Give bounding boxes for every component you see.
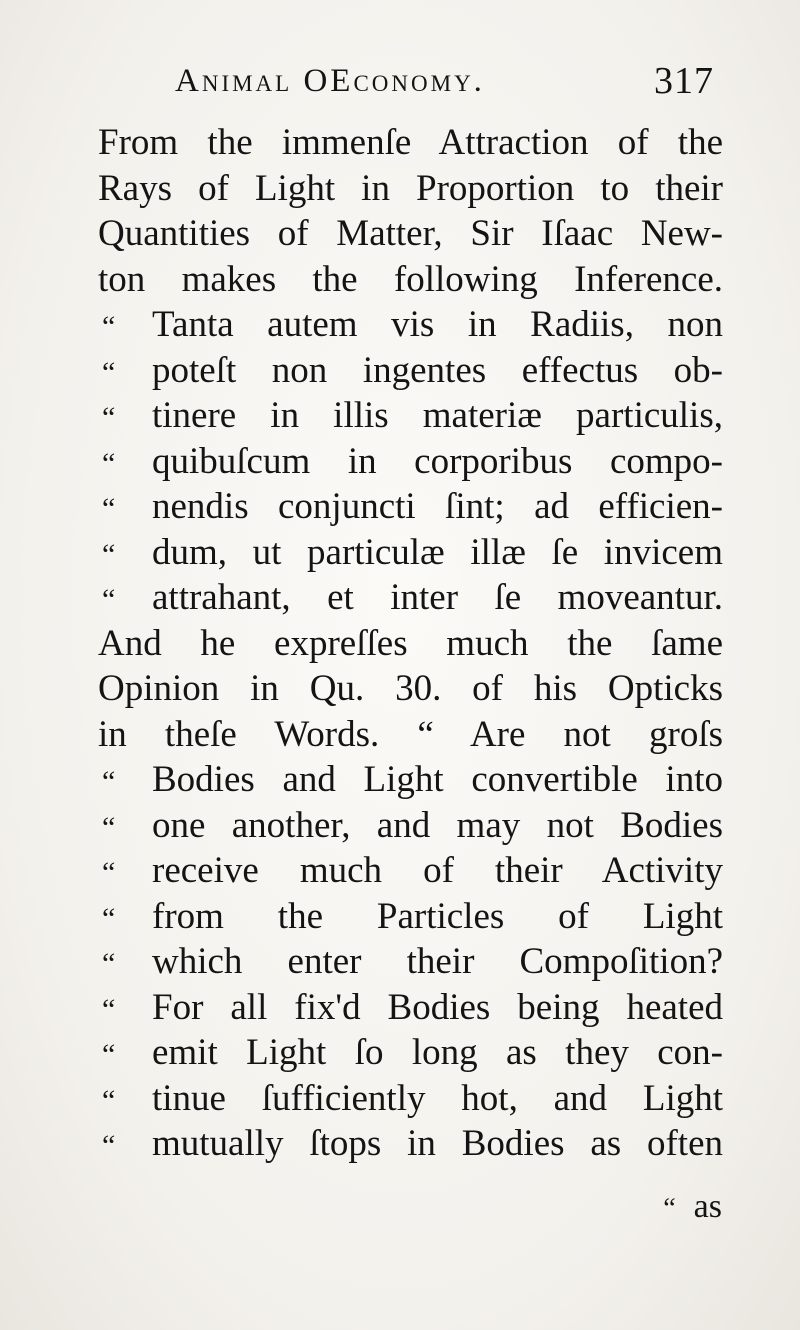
line-text: from the Particles of Light bbox=[152, 895, 723, 937]
quote-mark: “ bbox=[102, 765, 116, 798]
text-line bbox=[98, 939, 723, 985]
text-line bbox=[98, 1076, 723, 1122]
text-line bbox=[98, 484, 723, 530]
quote-mark: “ bbox=[102, 856, 116, 889]
line-text: And he expreſſes much the ſame bbox=[98, 622, 723, 664]
catchword-text: as bbox=[693, 1188, 722, 1225]
quote-mark: “ bbox=[102, 992, 116, 1026]
quote-mark: “ bbox=[102, 810, 116, 844]
line-text: From the immenſe Attraction of the bbox=[98, 122, 723, 163]
line-text: one another, and may not Bodies bbox=[152, 804, 723, 846]
quote-mark: “ bbox=[102, 537, 116, 571]
text-line bbox=[98, 712, 723, 758]
text-line bbox=[98, 302, 723, 348]
line-text: For all fix'd Bodies being heated bbox=[152, 986, 723, 1028]
text-line bbox=[98, 166, 723, 212]
text-line bbox=[98, 120, 723, 166]
line-text: quibuſcum in corporibus compo- bbox=[152, 440, 723, 482]
quote-mark: “ bbox=[102, 1038, 116, 1071]
catchword-quote-mark: “ bbox=[663, 1193, 676, 1224]
text-line bbox=[98, 894, 723, 940]
text-line bbox=[98, 621, 723, 667]
line-text: poteſt non ingentes effectus ob- bbox=[152, 349, 723, 391]
line-text: Tanta autem vis in Radiis, non bbox=[152, 304, 723, 345]
line-text: dum, ut particulæ illæ ſe invicem bbox=[152, 531, 723, 573]
line-text: attrahant, et inter ſe moveantur. bbox=[152, 577, 723, 618]
quote-mark: “ bbox=[102, 1129, 116, 1162]
quote-mark: “ bbox=[102, 401, 116, 434]
quote-mark: “ bbox=[102, 310, 116, 343]
text-line bbox=[98, 666, 723, 712]
line-text: receive much of their Activity bbox=[152, 850, 723, 891]
quote-mark: “ bbox=[102, 1083, 116, 1117]
text-line bbox=[98, 257, 723, 303]
line-text: which enter their Compoſition? bbox=[152, 941, 723, 982]
quote-mark: “ bbox=[102, 901, 116, 935]
page-number: 317 bbox=[654, 60, 714, 102]
running-head-title: Animal OEconomy. bbox=[175, 62, 485, 99]
quote-mark: “ bbox=[102, 583, 116, 616]
text-line bbox=[98, 348, 723, 394]
line-text: in theſe Words. “ Are not groſs bbox=[98, 713, 723, 755]
text-line bbox=[98, 1030, 723, 1076]
text-line bbox=[98, 439, 723, 485]
text-line bbox=[98, 393, 723, 439]
quote-mark: “ bbox=[102, 446, 116, 480]
line-text: emit Light ſo long as they con- bbox=[152, 1032, 723, 1073]
line-text: ton makes the following Inference. bbox=[98, 258, 723, 300]
line-text: Opinion in Qu. 30. of his Opticks bbox=[98, 668, 723, 709]
text-line bbox=[98, 575, 723, 621]
catchword bbox=[663, 1188, 722, 1226]
line-text: nendis conjuncti ſint; ad efficien- bbox=[152, 486, 723, 527]
quote-mark: “ bbox=[102, 492, 116, 525]
text-line bbox=[98, 803, 723, 849]
line-text: Bodies and Light convertible into bbox=[152, 759, 723, 800]
running-head bbox=[175, 56, 714, 106]
text-line bbox=[98, 211, 723, 257]
line-text: tinue ſufficiently hot, and Light bbox=[152, 1077, 723, 1119]
quote-mark: “ bbox=[102, 355, 116, 389]
text-line bbox=[98, 1121, 723, 1167]
line-text: Quantities of Matter, Sir Iſaac New- bbox=[98, 213, 723, 254]
quote-mark: “ bbox=[102, 947, 116, 980]
text-line bbox=[98, 757, 723, 803]
line-text: Rays of Light in Proportion to their bbox=[98, 167, 723, 209]
text-line bbox=[98, 848, 723, 894]
text-line bbox=[98, 530, 723, 576]
text-line bbox=[98, 985, 723, 1031]
body-text bbox=[98, 120, 723, 1167]
line-text: tinere in illis materiæ particulis, bbox=[152, 395, 723, 436]
line-text: mutually ſtops in Bodies as often bbox=[152, 1123, 723, 1164]
